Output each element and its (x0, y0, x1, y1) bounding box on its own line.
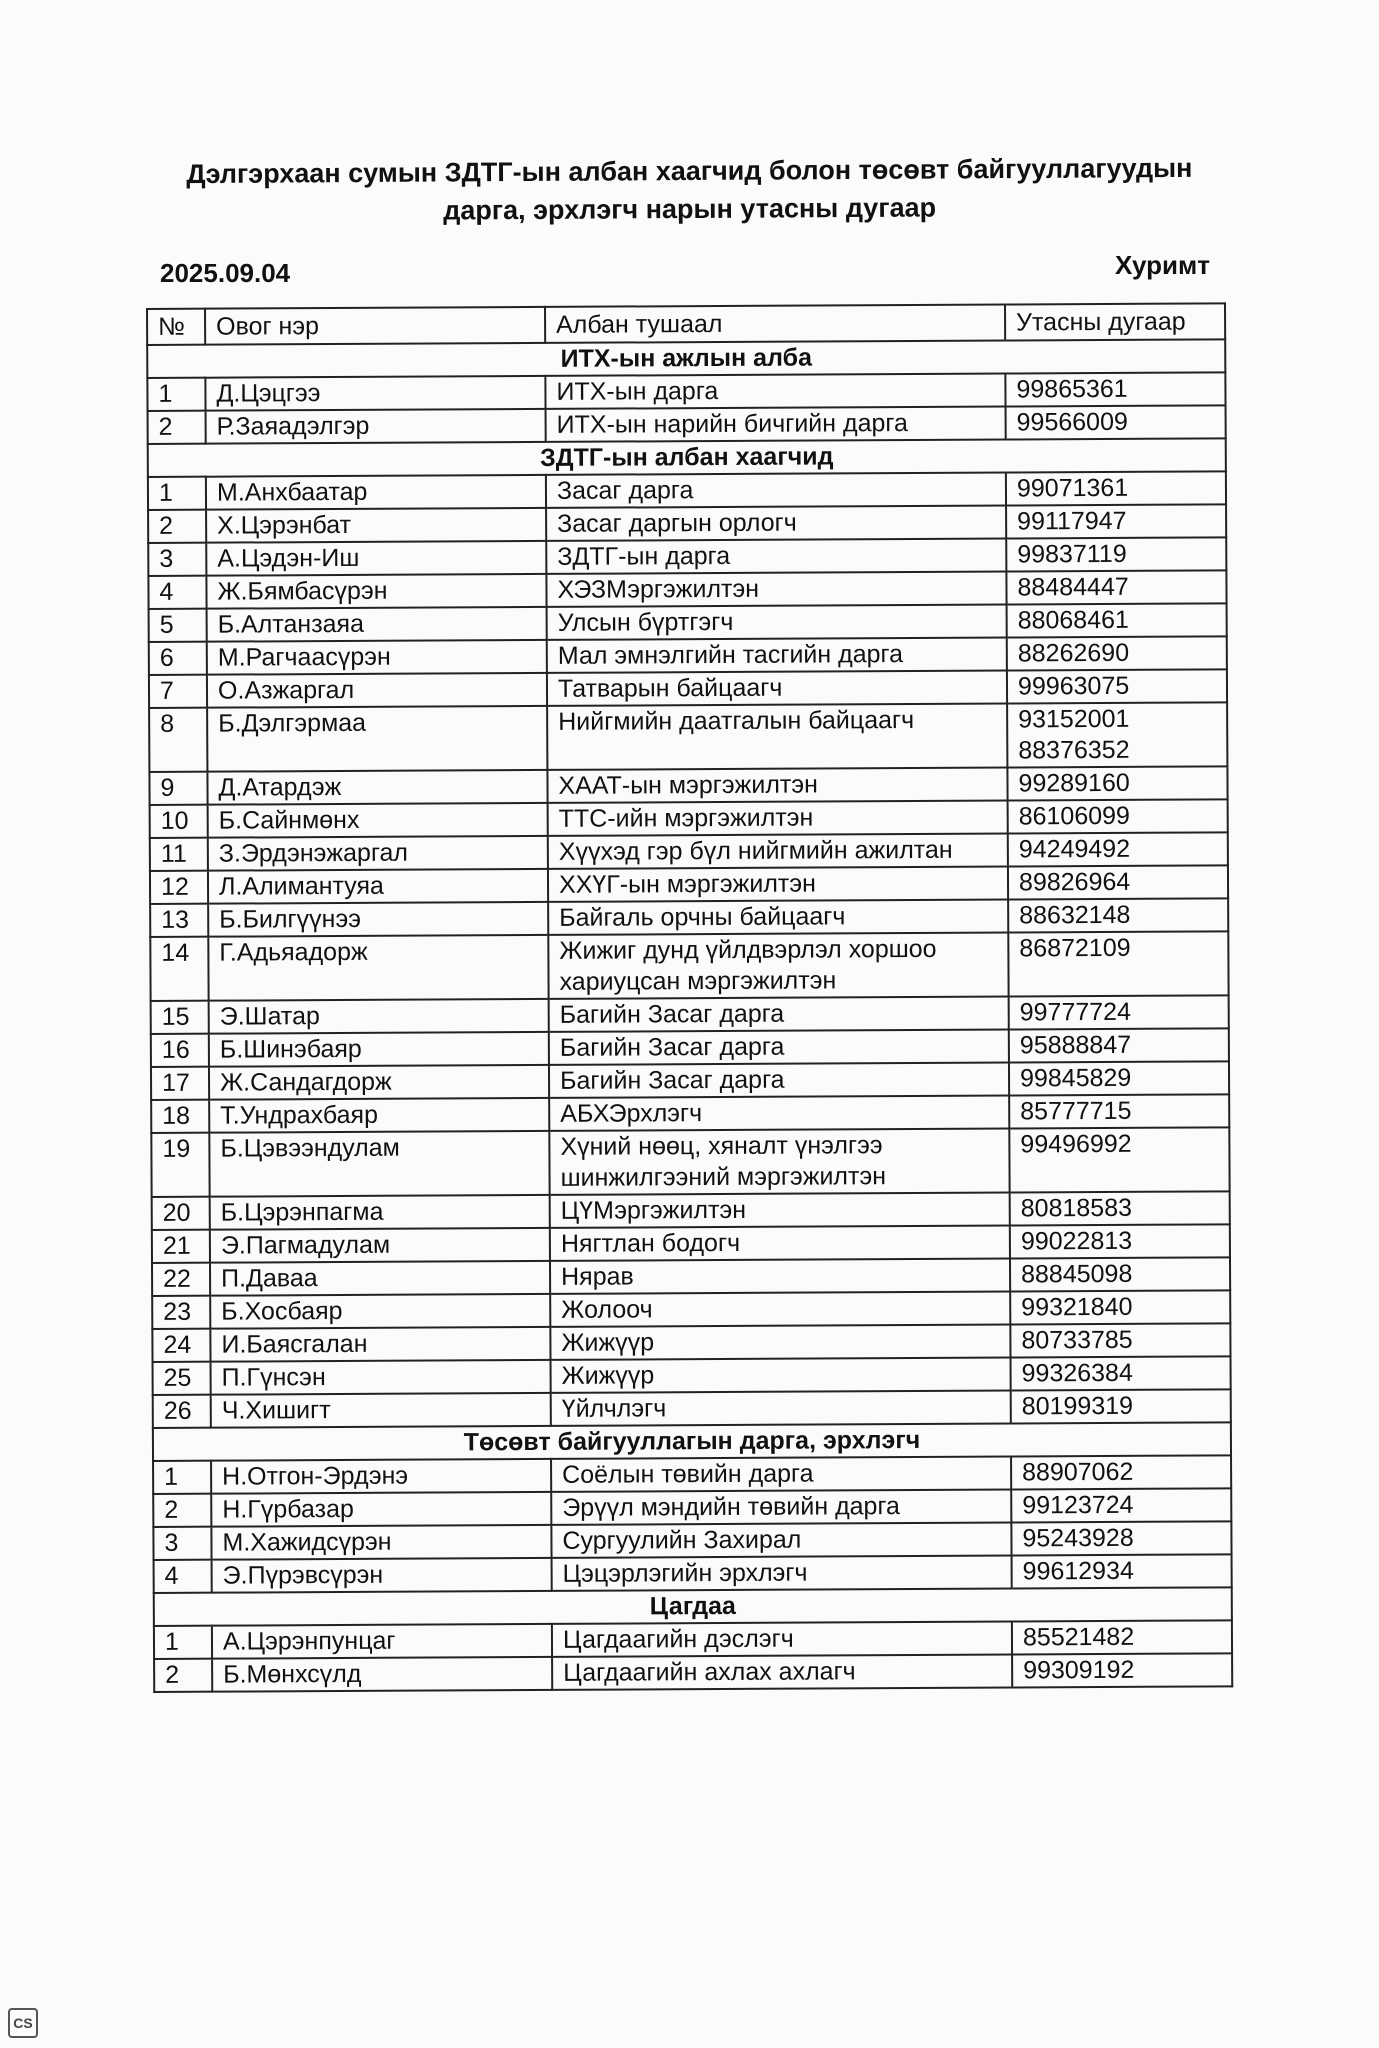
cell-position: Хүүхэд гэр бүл нийгмийн ажилтан (548, 833, 1008, 868)
cell-phone: 80199319 (1011, 1389, 1231, 1423)
cell-name: Г.Адьяадорж (208, 935, 548, 1001)
cell-number: 2 (148, 411, 206, 444)
cell-phone: 99289160 (1007, 766, 1227, 800)
table-row (151, 1127, 1229, 1197)
cell-number: 14 (150, 937, 208, 1001)
table-header-row (147, 303, 1225, 345)
cell-position: ХХҮГ-ын мэргэжилтэн (548, 866, 1008, 901)
cell-name: Б.Цэвээндулам (209, 1131, 549, 1197)
table-row (154, 1620, 1232, 1659)
section-title: ИТХ-ын ажлын алба (147, 339, 1225, 378)
cell-name: О.Азжаргал (207, 673, 547, 708)
cell-position: Багийн Засаг дарга (549, 996, 1009, 1031)
cell-position: Цагдаагийн дэслэгч (552, 1621, 1012, 1656)
cell-phone: 89826964 (1008, 865, 1228, 899)
cell-name: И.Баясгалан (210, 1327, 550, 1362)
table-row (153, 1488, 1231, 1527)
cell-name: Б.Сайнмөнх (208, 803, 548, 838)
cell-number: 3 (153, 1527, 211, 1560)
cell-number: 2 (153, 1494, 211, 1527)
cell-phone: 85521482 (1012, 1620, 1232, 1654)
cell-position: Багийн Засаг дарга (549, 1062, 1009, 1097)
table-row (151, 1094, 1229, 1133)
cell-position: Соёлын төвийн дарга (551, 1456, 1011, 1491)
cell-number: 22 (152, 1263, 210, 1296)
cell-number: 20 (152, 1197, 210, 1230)
table-row (148, 405, 1226, 444)
cell-name: Ж.Бямбасүрэн (206, 574, 546, 609)
column-header-name: Овог нэр (205, 307, 545, 345)
document-place: Хуримт (1115, 250, 1210, 280)
cell-number: 3 (148, 543, 206, 576)
table-row (148, 537, 1226, 576)
cell-position: Жижиг дунд үйлдвэрлэл хоршоо хариуцсан мэргэжилтэн (548, 932, 1008, 998)
cell-number: 5 (149, 609, 207, 642)
section-row (154, 1587, 1232, 1626)
cell-position: Нярав (550, 1258, 1010, 1293)
cell-name: Э.Шатар (209, 999, 549, 1034)
table-row (152, 1257, 1230, 1296)
cell-phone: 86872109 (1008, 931, 1228, 996)
cell-position: ХААТ-ын мэргэжилтэн (547, 767, 1007, 802)
cell-position: Засаг дарга (546, 473, 1006, 508)
table-row (150, 832, 1228, 871)
cell-number: 7 (149, 675, 207, 708)
cell-phone: 80818583 (1010, 1191, 1230, 1225)
cell-number: 9 (149, 772, 207, 805)
table-row (153, 1389, 1231, 1428)
cell-phone: 99865361 (1005, 372, 1225, 406)
table-row (152, 1224, 1230, 1263)
table-row (150, 931, 1228, 1001)
cell-position: Багийн Засаг дарга (549, 1029, 1009, 1064)
cell-number: 24 (152, 1329, 210, 1362)
cell-phone: 99022813 (1010, 1224, 1230, 1258)
cell-position: Сургуулийн Захирал (551, 1522, 1011, 1557)
cell-name: А.Цэдэн-Иш (206, 541, 546, 576)
table-row (147, 372, 1225, 411)
cell-position: Байгаль орчны байцаагч (548, 899, 1008, 934)
section-title: Цагдаа (154, 1587, 1232, 1626)
cell-name: Б.Дэлгэрмаа (207, 706, 547, 772)
cell-position: ЗДТГ-ын дарга (546, 538, 1006, 573)
document-date: 2025.09.04 (160, 258, 291, 288)
cell-name: Ж.Сандагдорж (209, 1065, 549, 1100)
table-row (149, 766, 1227, 805)
cell-name: З.Эрдэнэжаргал (208, 836, 548, 871)
cell-number: 15 (151, 1001, 209, 1034)
cell-position: Засаг даргын орлогч (546, 505, 1006, 540)
cell-name: Л.Алимантуяа (208, 869, 548, 904)
table-row (149, 603, 1227, 642)
column-header-phone: Утасны дугаар (1005, 303, 1225, 340)
cell-number: 6 (149, 642, 207, 675)
table-row (148, 471, 1226, 510)
column-header-position: Албан тушаал (545, 305, 1005, 343)
cell-phone: 99326384 (1011, 1356, 1231, 1390)
cell-number: 19 (151, 1133, 209, 1197)
cell-phone: 99309192 (1012, 1653, 1232, 1687)
table-row (153, 1356, 1231, 1395)
cell-name: Р.Заяадэлгэр (206, 409, 546, 444)
cell-position: Цагдаагийн ахлах ахлагч (552, 1654, 1012, 1689)
table-row (150, 898, 1228, 937)
cell-position: ИТХ-ын нарийн бичгийн дарга (546, 407, 1006, 442)
cell-name: Б.Билгүүнээ (208, 902, 548, 937)
cell-phone: 99845829 (1009, 1061, 1229, 1095)
cell-number: 2 (154, 1659, 212, 1692)
cell-position: ИТХ-ын дарга (545, 374, 1005, 409)
cell-position: Нягтлан бодогч (550, 1225, 1010, 1260)
cell-number: 1 (147, 378, 205, 411)
table-body (147, 339, 1232, 1692)
cell-position: Үйлчлэгч (551, 1390, 1011, 1425)
column-header-number: № (147, 309, 205, 345)
table-row (152, 1191, 1230, 1230)
table-row (152, 1323, 1230, 1362)
cell-name: Х.Цэрэнбат (206, 508, 546, 543)
cell-phone: 95243928 (1011, 1521, 1231, 1555)
cell-position: Жижүүр (551, 1357, 1011, 1392)
cell-phone: 88632148 (1008, 898, 1228, 932)
table-row (151, 1061, 1229, 1100)
table-row (152, 1290, 1230, 1329)
cell-position: ХЭЗМэргэжилтэн (546, 571, 1006, 606)
cell-position: ТТС-ийн мэргэжилтэн (548, 800, 1008, 835)
section-row (147, 339, 1225, 378)
cell-phone: 88484447 (1006, 570, 1226, 604)
cell-number: 4 (148, 576, 206, 609)
cell-name: Б.Мөнхсүлд (212, 1657, 552, 1692)
cell-number: 23 (152, 1296, 210, 1329)
cell-phone: 88845098 (1010, 1257, 1230, 1291)
cell-phone: 99496992 (1009, 1127, 1229, 1192)
cell-number: 16 (151, 1034, 209, 1067)
table-row (149, 702, 1227, 772)
cell-name: Б.Цэрэнпагма (210, 1195, 550, 1230)
cell-number: 18 (151, 1100, 209, 1133)
cell-phone: 99963075 (1007, 669, 1227, 703)
table-row (153, 1455, 1231, 1494)
document-title (0, 148, 1379, 232)
cell-number: 10 (150, 805, 208, 838)
cell-name: Н.Отгон-Эрдэнэ (211, 1459, 551, 1494)
cell-number: 1 (153, 1461, 211, 1494)
section-row (153, 1422, 1231, 1461)
section-row (148, 438, 1226, 477)
cell-position: АБХЭрхлэгч (549, 1095, 1009, 1130)
cell-number: 2 (148, 510, 206, 543)
cell-name: А.Цэрэнпунцаг (212, 1624, 552, 1659)
cell-name: М.Анхбаатар (206, 475, 546, 510)
section-title: Төсөвт байгууллагын дарга, эрхлэгч (153, 1422, 1231, 1461)
table-row (153, 1521, 1231, 1560)
cell-number: 1 (148, 477, 206, 510)
phone-directory-table (146, 302, 1233, 1693)
cell-name: Н.Гүрбазар (211, 1492, 551, 1527)
cell-number: 12 (150, 871, 208, 904)
table-row (148, 504, 1226, 543)
cell-phone: 99117947 (1006, 504, 1226, 538)
cell-name: П.Гүнсэн (211, 1360, 551, 1395)
cell-number: 25 (153, 1362, 211, 1395)
cell-position: Мал эмнэлгийн тасгийн дарга (547, 637, 1007, 672)
cell-position: Жолооч (550, 1291, 1010, 1326)
cell-phone: 99566009 (1006, 405, 1226, 439)
cell-name: Т.Ундрахбаяр (209, 1098, 549, 1133)
cell-position: Нийгмийн даатгалын байцаагч (547, 703, 1007, 769)
cell-phone: 99837119 (1006, 537, 1226, 571)
cell-name: Б.Хосбаяр (210, 1294, 550, 1329)
cell-position: Хүний нөөц, хяналт үнэлгээ шинжилгээний мэргэжилтэн (549, 1128, 1009, 1194)
cell-phone: 99612934 (1012, 1554, 1232, 1588)
cell-phone: 99123724 (1011, 1488, 1231, 1522)
table-row (154, 1653, 1232, 1692)
cell-name: М.Хажидсүрэн (211, 1525, 551, 1560)
cell-name: М.Рагчаасүрэн (207, 640, 547, 675)
cell-name: Д.Цэцгээ (205, 376, 545, 411)
section-title: ЗДТГ-ын албан хаагчид (148, 438, 1226, 477)
cell-name: Э.Пагмадулам (210, 1228, 550, 1263)
cell-phone: 99321840 (1010, 1290, 1230, 1324)
cell-number: 11 (150, 838, 208, 871)
table-row (148, 570, 1226, 609)
cell-name: Б.Шинэбаяр (209, 1032, 549, 1067)
cell-phone: 95888847 (1009, 1028, 1229, 1062)
cell-position: Улсын бүртгэгч (547, 604, 1007, 639)
table-row (150, 865, 1228, 904)
cell-phone: 94249492 (1008, 832, 1228, 866)
cell-name: Б.Алтанзаяа (207, 607, 547, 642)
cell-number: 8 (149, 708, 207, 772)
cell-name: Ч.Хишигт (211, 1393, 551, 1428)
title-line-2: дарга, эрхлэгч нарын утасны дугаар (443, 192, 937, 226)
cell-phone: 93152001 88376352 (1007, 702, 1227, 767)
cell-name: Э.Пүрэвсүрэн (212, 1558, 552, 1593)
title-line-1: Дэлгэрхаан сумын ЗДТГ-ын албан хаагчид болон төсөвт байгууллагуудын (186, 152, 1193, 190)
cell-name: П.Даваа (210, 1261, 550, 1296)
table-row (149, 669, 1227, 708)
cell-number: 21 (152, 1230, 210, 1263)
table-row (149, 636, 1227, 675)
cell-phone: 99777724 (1009, 995, 1229, 1029)
camscanner-icon: CS (8, 2008, 38, 2038)
cell-name: Д.Атардэж (207, 770, 547, 805)
cell-phone: 88262690 (1007, 636, 1227, 670)
cell-number: 1 (154, 1626, 212, 1659)
cell-phone: 86106099 (1008, 799, 1228, 833)
cell-phone: 99071361 (1006, 471, 1226, 505)
cell-position: Татварын байцаагч (547, 670, 1007, 705)
cell-phone: 88068461 (1007, 603, 1227, 637)
cell-position: Цэцэрлэгийн эрхлэгч (552, 1555, 1012, 1590)
cell-phone: 88907062 (1011, 1455, 1231, 1489)
cell-number: 13 (150, 904, 208, 937)
cell-number: 4 (154, 1560, 212, 1593)
cell-number: 26 (153, 1395, 211, 1428)
cell-position: ЦҮМэргэжилтэн (550, 1192, 1010, 1227)
cell-number: 17 (151, 1067, 209, 1100)
cell-phone: 85777715 (1009, 1094, 1229, 1128)
cell-position: Жижүүр (550, 1324, 1010, 1359)
cell-phone: 80733785 (1010, 1323, 1230, 1357)
cell-position: Эрүүл мэндийн төвийн дарга (551, 1489, 1011, 1524)
table-row (150, 799, 1228, 838)
table-row (154, 1554, 1232, 1593)
